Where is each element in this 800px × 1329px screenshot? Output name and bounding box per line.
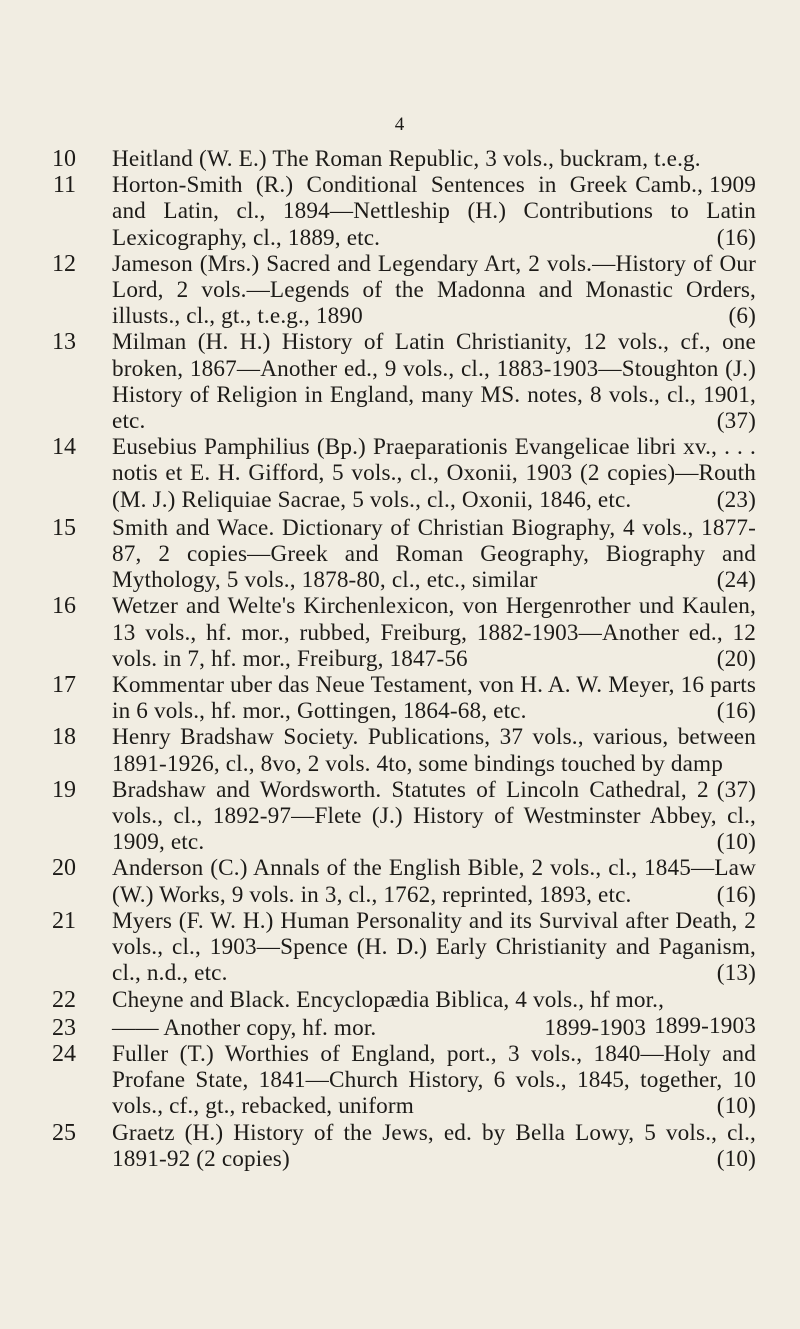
entry-list [0,146,800,1172]
entry-text [112,777,756,856]
entry-description: Myers (F. W. H.) Human Personality and its Survival after Death, 2 vols., cl., 1903—Spence (H. D.) Early Christianity and Paganism, cl., n.d., etc. [112,907,756,987]
entry-description: Kommentar uber das Neue Testament, von H. A. W. Meyer, 16 parts in 6 vols., hf. mor., Gottingen, 1864-68, etc. [112,672,756,725]
lot-number: 25 [52,1119,76,1146]
entry-description: Fuller (T.) Worthies of England, port., 3 vols., 1840—Holy and Profane State, 1841—Church History, 6 vols., 1845, together, 10 vols., cf., gt., rebacked, uniform [112,1040,756,1120]
lot-number: 10 [52,146,76,172]
lot-number: 20 [52,855,76,882]
catalogue-entry [0,1012,800,1041]
lot-number: 13 [52,329,76,356]
entry-price: (10) [716,1093,756,1120]
entry-description: Cheyne and Black. Encyclopædia Biblica, 4 vols., hf mor., [112,986,665,1013]
entry-text [112,329,756,434]
entry-description: —— Another copy, hf. mor. [112,1014,377,1041]
entry-price: (10) [716,829,756,856]
entry-price: (20) [716,645,756,672]
catalogue-entry [0,434,800,513]
catalogue-entry [0,777,800,856]
lot-number: 11 [52,172,76,199]
catalogue-entry [0,1041,800,1120]
entry-text [112,515,756,594]
entry-description: Graetz (H.) History of the Jews, ed. by Bella Lowy, 5 vols., cl., 1891-92 (2 copies) [112,1119,756,1172]
catalogue-entry [0,593,800,672]
catalogue-entry [0,908,800,987]
entry-text [112,855,756,907]
entry-description: Bradshaw and Wordsworth. Statutes of Lincoln Cathedral, 2 vols., cl., 1892-97—Flete (J.) History of Westminster Abbey, cl., 1909, etc. [112,776,756,856]
entry-text [112,146,756,199]
entry-description: Horton-Smith (R.) Conditional Sentences in Greek and Latin, cl., 1894—Nettleship (H.) Contributions to Latin Lexicography, cl., 1889, etc. [112,172,756,251]
entry-description: Wetzer and Welte's Kirchenlexicon, von Hergenrother und Kaulen, 13 vols., hf. mor., rubbed, Freiburg, 1882-1903—Another ed., 12 vols. in 7, hf. mor., Freiburg, 1847-56 [112,593,756,672]
entry-price: (16) [716,224,756,251]
entry-price: 1899-1903 [544,1014,647,1041]
lot-number: 18 [52,724,76,751]
catalogue-entry [0,1120,800,1172]
lot-number: 12 [52,250,76,277]
entry-price: (37) [716,408,756,435]
entry-text [112,672,756,724]
lot-number: 16 [52,593,76,620]
entry-price: (37) [716,776,756,803]
entry-description: Eusebius Pamphilius (Bp.) Praeparationis Evangelicae libri xv., . . . notis et E. H. Gifford, 5 vols., cl., Oxonii, 1903 (2 copies)—Routh (M. J.) Reliquiae Sacrae, 5 vols., cl., Oxonii, 1846, etc. [112,434,756,513]
entry-price: (6) [728,303,756,330]
lot-number: 24 [52,1040,76,1067]
entry-description: Heitland (W. E.) The Roman Republic, 3 vols., buckram, t.e.g. [112,146,701,172]
entry-text [112,1120,756,1172]
lot-number: 22 [52,986,76,1013]
entry-text [112,1012,756,1041]
entry-price: (16) [716,881,756,908]
entry-text [112,908,756,987]
entry-description: Jameson (Mrs.) Sacred and Legendary Art, 2 vols.—History of Our Lord, 2 vols.—Legends of the Madonna and Monastic Orders, illusts., cl., gt., t.e.g., 1890 [112,250,756,330]
lot-number: 21 [52,907,76,934]
entry-price: (13) [716,960,756,987]
entry-price: (23) [716,486,756,513]
catalogue-entry [0,855,800,907]
entry-text [112,172,756,251]
lot-number: 14 [52,434,76,461]
entry-text [112,434,756,513]
page-number: 4 [394,114,406,135]
entry-price: Camb., 1909 [635,172,756,199]
entry-price: 1899-1903 [654,1012,756,1039]
entry-description: Milman (H. H.) History of Latin Christianity, 12 vols., cf., one broken, 1867—Another ed., 9 vols., cl., 1883-1903—Stoughton (J.) History of Religion in England, many MS. notes, 8 vols., cl., 1901, etc. [112,329,756,435]
catalogue-entry [0,172,800,251]
entry-text [112,724,756,803]
entry-text [112,593,756,672]
catalogue-entry [0,329,800,434]
entry-price: (16) [716,698,756,725]
entry-text [112,251,756,330]
entry-description: Anderson (C.) Annals of the English Bible, 2 vols., cl., 1845—Law (W.) Works, 9 vols. in 3, cl., 1762, reprinted, 1893, etc. [112,855,756,908]
catalogue-entry [0,672,800,724]
lot-number: 23 [52,1014,76,1041]
catalogue-entry [0,724,800,803]
entry-description: Smith and Wace. Dictionary of Christian Biography, 4 vols., 1877-87, 2 copies—Greek and Roman Geography, Biography and Mythology, 5 vols., 1878-80, cl., etc., similar [112,514,756,594]
entry-price: (10) [716,1145,756,1172]
entry-text [112,1041,756,1120]
lot-number: 19 [52,776,76,803]
lot-number: 15 [52,514,76,541]
catalogue-entry [0,251,800,330]
entry-price: (24) [716,567,756,594]
catalogue-entry [0,515,800,594]
lot-number: 17 [52,672,76,699]
entry-description: Henry Bradshaw Society. Publications, 37 vols., various, between 1891-1926, cl., 8vo, 2 vols. 4to, some bindings touched by damp [112,724,756,777]
